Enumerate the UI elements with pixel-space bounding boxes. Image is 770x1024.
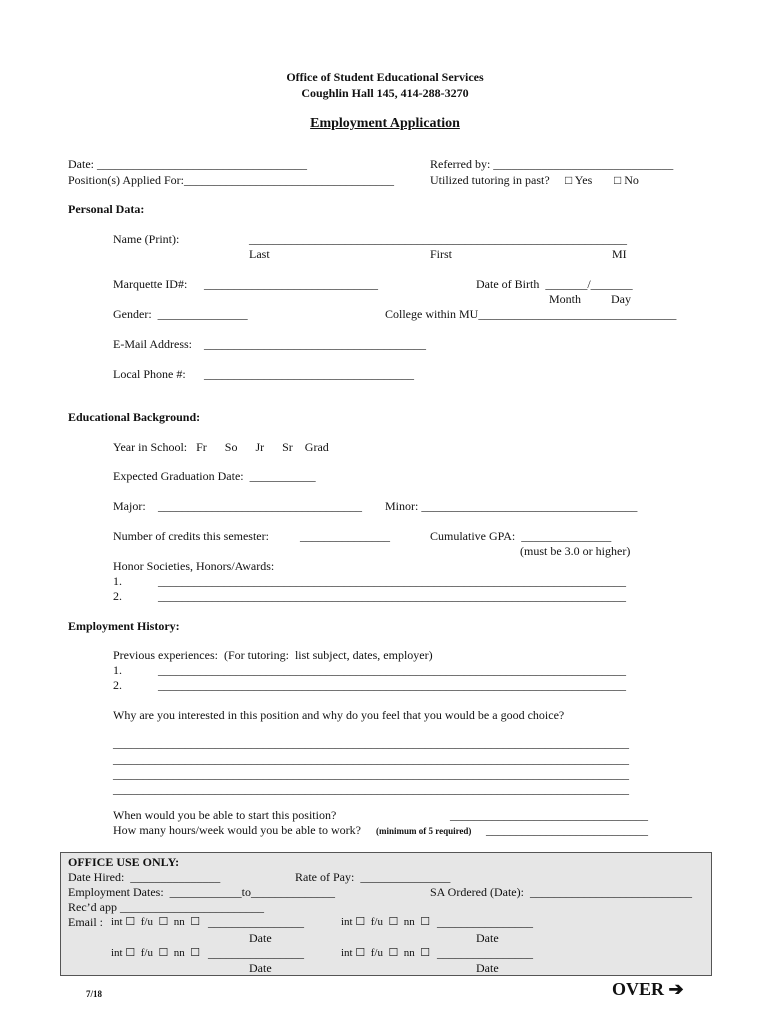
office-email-label: Email : xyxy=(68,915,103,929)
email-date-line-1[interactable]: ________________ xyxy=(208,915,304,929)
email-date-line-3[interactable]: ________________ xyxy=(208,946,304,960)
name-label: Name (Print): xyxy=(113,232,180,246)
year-in-school[interactable]: Year in School: Fr So Jr Sr Grad xyxy=(113,440,329,454)
revision-date: 7/18 xyxy=(86,989,103,999)
education-heading: Educational Background: xyxy=(68,410,201,424)
gpa-note: (must be 3.0 or higher) xyxy=(520,544,631,558)
why-question: Why are you interested in this position and why do you feel that you would be a good choice? xyxy=(113,708,565,722)
hours-field[interactable]: ___________________________ xyxy=(486,823,648,837)
previous-experiences-label: Previous experiences: (For tutoring: list subject, dates, employer) xyxy=(113,648,433,662)
gpa-field[interactable]: Cumulative GPA: _______________ xyxy=(430,529,612,543)
id-field[interactable]: _____________________________ xyxy=(204,277,378,291)
experience-line-2[interactable]: ______________________________________________________________________________ xyxy=(158,678,626,692)
date-label-1: Date xyxy=(249,931,272,945)
honors-line-2[interactable]: ______________________________________________________________________________ xyxy=(158,589,626,603)
first-label: First xyxy=(430,247,453,261)
tutoring-question: Utilized tutoring in past? xyxy=(430,173,550,187)
date-hired-field[interactable]: Date Hired: _______________ xyxy=(68,870,221,884)
graduation-date-field[interactable]: Expected Graduation Date: ___________ xyxy=(113,469,316,483)
page-title: Employment Application xyxy=(310,116,460,131)
college-field[interactable]: College within MU_________________________________ xyxy=(385,307,677,321)
day-label: Day xyxy=(611,292,631,306)
start-question: When would you be able to start this position? xyxy=(113,808,337,822)
last-label: Last xyxy=(249,247,270,261)
email-checks-1[interactable]: int ☐ f/u ☐ nn ☐ xyxy=(111,916,201,928)
hours-minimum-note: (minimum of 5 required) xyxy=(376,826,472,836)
date-label-3: Date xyxy=(249,961,272,975)
email-checks-2[interactable]: int ☐ f/u ☐ nn ☐ xyxy=(341,916,431,928)
answer-line-3[interactable]: ______________________________________________________________________________________ xyxy=(113,767,629,781)
minor-field[interactable]: Minor: ____________________________________ xyxy=(385,499,638,513)
start-field[interactable]: _________________________________ xyxy=(450,808,648,822)
major-field[interactable]: __________________________________ xyxy=(158,499,362,513)
personal-heading: Personal Data: xyxy=(68,202,145,216)
over-label: OVER ➔ xyxy=(612,979,684,999)
recd-app-field[interactable]: Rec’d app ________________________ xyxy=(68,900,264,914)
office-name: Office of Student Educational Services xyxy=(286,70,484,84)
date-label-4: Date xyxy=(476,961,499,975)
office-heading: OFFICE USE ONLY: xyxy=(68,855,180,869)
date-field[interactable]: Date: ___________________________________ xyxy=(68,157,307,171)
date-label-2: Date xyxy=(476,931,499,945)
email-checks-3[interactable]: int ☐ f/u ☐ nn ☐ xyxy=(111,947,201,959)
email-checks-4[interactable]: int ☐ f/u ☐ nn ☐ xyxy=(341,947,431,959)
hours-question: How many hours/week would you be able to work? xyxy=(113,823,361,837)
experience-line-1[interactable]: ______________________________________________________________________________ xyxy=(158,663,626,677)
phone-field[interactable]: ___________________________________ xyxy=(204,367,414,381)
experience-number-2: 2. xyxy=(113,678,122,692)
sa-ordered-field[interactable]: SA Ordered (Date): ___________________________ xyxy=(430,885,692,899)
honors-number-2: 2. xyxy=(113,589,122,603)
employment-dates-field[interactable]: Employment Dates: ____________to______________ xyxy=(68,885,335,899)
referred-field[interactable]: Referred by: ______________________________ xyxy=(430,157,674,171)
mi-label: MI xyxy=(612,247,627,261)
email-date-line-4[interactable]: ________________ xyxy=(437,946,533,960)
credits-label: Number of credits this semester: xyxy=(113,529,269,543)
honors-label: Honor Societies, Honors/Awards: xyxy=(113,559,275,573)
answer-line-1[interactable]: ______________________________________________________________________________________ xyxy=(113,736,629,750)
major-label: Major: xyxy=(113,499,146,513)
employment-heading: Employment History: xyxy=(68,619,180,633)
answer-line-4[interactable]: ______________________________________________________________________________________ xyxy=(113,782,629,796)
answer-line-2[interactable]: ______________________________________________________________________________________ xyxy=(113,752,629,766)
credits-field[interactable]: _______________ xyxy=(300,529,390,543)
experience-number-1: 1. xyxy=(113,663,122,677)
office-address: Coughlin Hall 145, 414-288-3270 xyxy=(301,86,469,100)
id-label: Marquette ID#: xyxy=(113,277,188,291)
yes-checkbox[interactable]: □ Yes xyxy=(565,173,593,187)
email-date-line-2[interactable]: ________________ xyxy=(437,915,533,929)
dob-field[interactable]: Date of Birth _______/_______ xyxy=(476,277,633,291)
honors-number-1: 1. xyxy=(113,574,122,588)
name-field[interactable]: _______________________________________________________________ xyxy=(249,232,627,246)
positions-field[interactable]: Position(s) Applied For:___________________________________ xyxy=(68,173,395,187)
email-field[interactable]: _____________________________________ xyxy=(204,337,426,351)
honors-line-1[interactable]: ______________________________________________________________________________ xyxy=(158,574,626,588)
month-label: Month xyxy=(549,292,582,306)
gender-field[interactable]: Gender: _______________ xyxy=(113,307,248,321)
email-label: E-Mail Address: xyxy=(113,337,192,351)
phone-label: Local Phone #: xyxy=(113,367,186,381)
no-checkbox[interactable]: □ No xyxy=(614,173,639,187)
rate-of-pay-field[interactable]: Rate of Pay: _______________ xyxy=(295,870,451,884)
